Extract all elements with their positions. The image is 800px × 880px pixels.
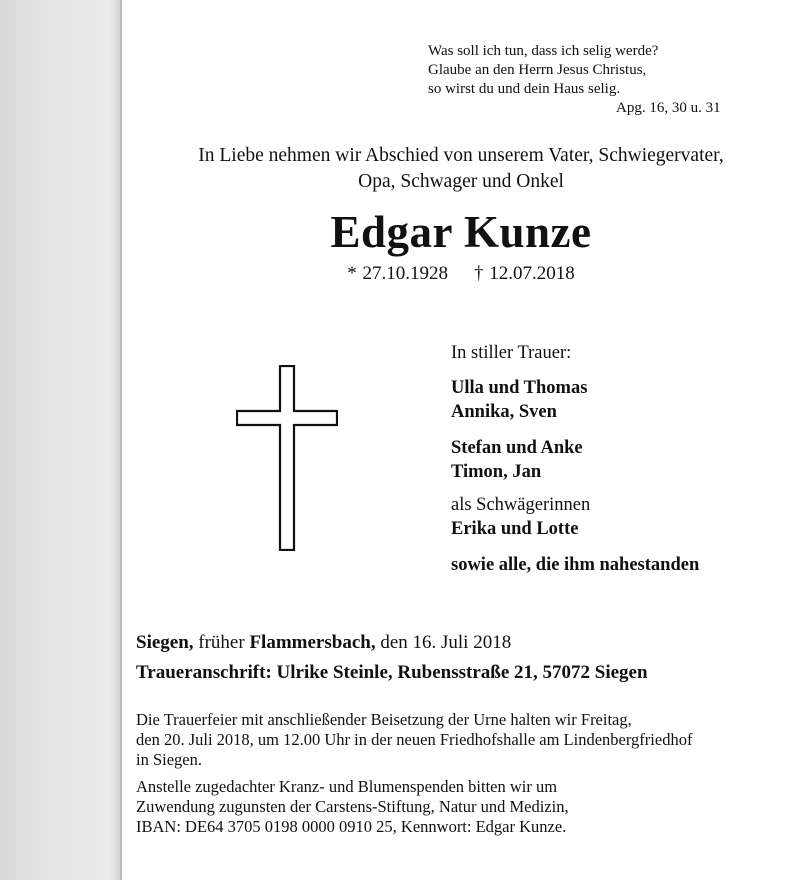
- city: Siegen,: [136, 632, 194, 653]
- verse-line: Glaube an den Herrn Jesus Christus,: [428, 62, 647, 78]
- formerly-text: früher: [193, 632, 250, 653]
- mourner-names: Erika und Lotte: [451, 519, 579, 539]
- mourner-group: [451, 436, 791, 484]
- bible-verse: [428, 42, 758, 118]
- life-dates: [122, 261, 800, 287]
- death-date: † 12.07.2018: [474, 263, 575, 284]
- donation-line: IBAN: DE64 3705 0198 0000 0910 25, Kennwort: Edgar Kunze.: [136, 817, 567, 836]
- intro-line: Opa, Schwager und Onkel: [358, 171, 564, 192]
- page-gutter: [0, 0, 122, 880]
- verse-reference: Apg. 16, 30 u. 31: [616, 100, 721, 116]
- intro-line: In Liebe nehmen wir Abschied von unserem Vater, Schwiegervater,: [198, 145, 724, 166]
- deceased-name: Edgar Kunze: [330, 207, 592, 257]
- former-place: Flammersbach,: [249, 632, 376, 653]
- ceremony-paragraph: [136, 710, 776, 770]
- verse-line: Was soll ich tun, dass ich selig werde?: [428, 43, 659, 59]
- place-line: [136, 628, 786, 658]
- place-and-date: [136, 628, 786, 688]
- mourner-group: [451, 376, 791, 424]
- page-gutter-edge: [120, 0, 122, 880]
- mourner-names: Stefan und Anke: [451, 438, 583, 458]
- donation-line: Anstelle zugedachter Kranz- und Blumenspenden bitten wir um: [136, 777, 558, 796]
- farewell-intro: [122, 143, 800, 195]
- mourner-names: Timon, Jan: [451, 462, 542, 482]
- donation-line: Zuwendung zugunsten der Carstens-Stiftung, Natur und Medizin,: [136, 797, 569, 816]
- birth-date: * 27.10.1928: [347, 263, 448, 284]
- mourner-group: [451, 493, 791, 541]
- ceremony-line: den 20. Juli 2018, um 12.00 Uhr in der neuen Friedhofshalle am Lindenbergfriedhof: [136, 730, 693, 749]
- mourner-names: Ulla und Thomas: [451, 378, 588, 398]
- cross-icon: [236, 365, 338, 551]
- mourners-heading: In stiller Trauer:: [451, 343, 572, 363]
- donation-paragraph: [136, 777, 776, 837]
- mourner-names: Annika, Sven: [451, 402, 557, 422]
- ceremony-line: in Siegen.: [136, 750, 202, 769]
- verse-line: so wirst du und dein Haus selig.: [428, 81, 621, 97]
- ceremony-line: Die Trauerfeier mit anschließender Beisetzung der Urne halten wir Freitag,: [136, 710, 632, 729]
- mourner-relation: als Schwägerinnen: [451, 495, 591, 515]
- mourners-closing: sowie alle, die ihm nahestanden: [451, 555, 700, 575]
- notice-date: den 16. Juli 2018: [375, 632, 512, 653]
- mourners-list: [451, 341, 791, 577]
- mourning-address: Traueranschrift: Ulrike Steinle, Rubensstraße 21, 57072 Siegen: [136, 662, 648, 683]
- ceremony-info: [136, 710, 776, 837]
